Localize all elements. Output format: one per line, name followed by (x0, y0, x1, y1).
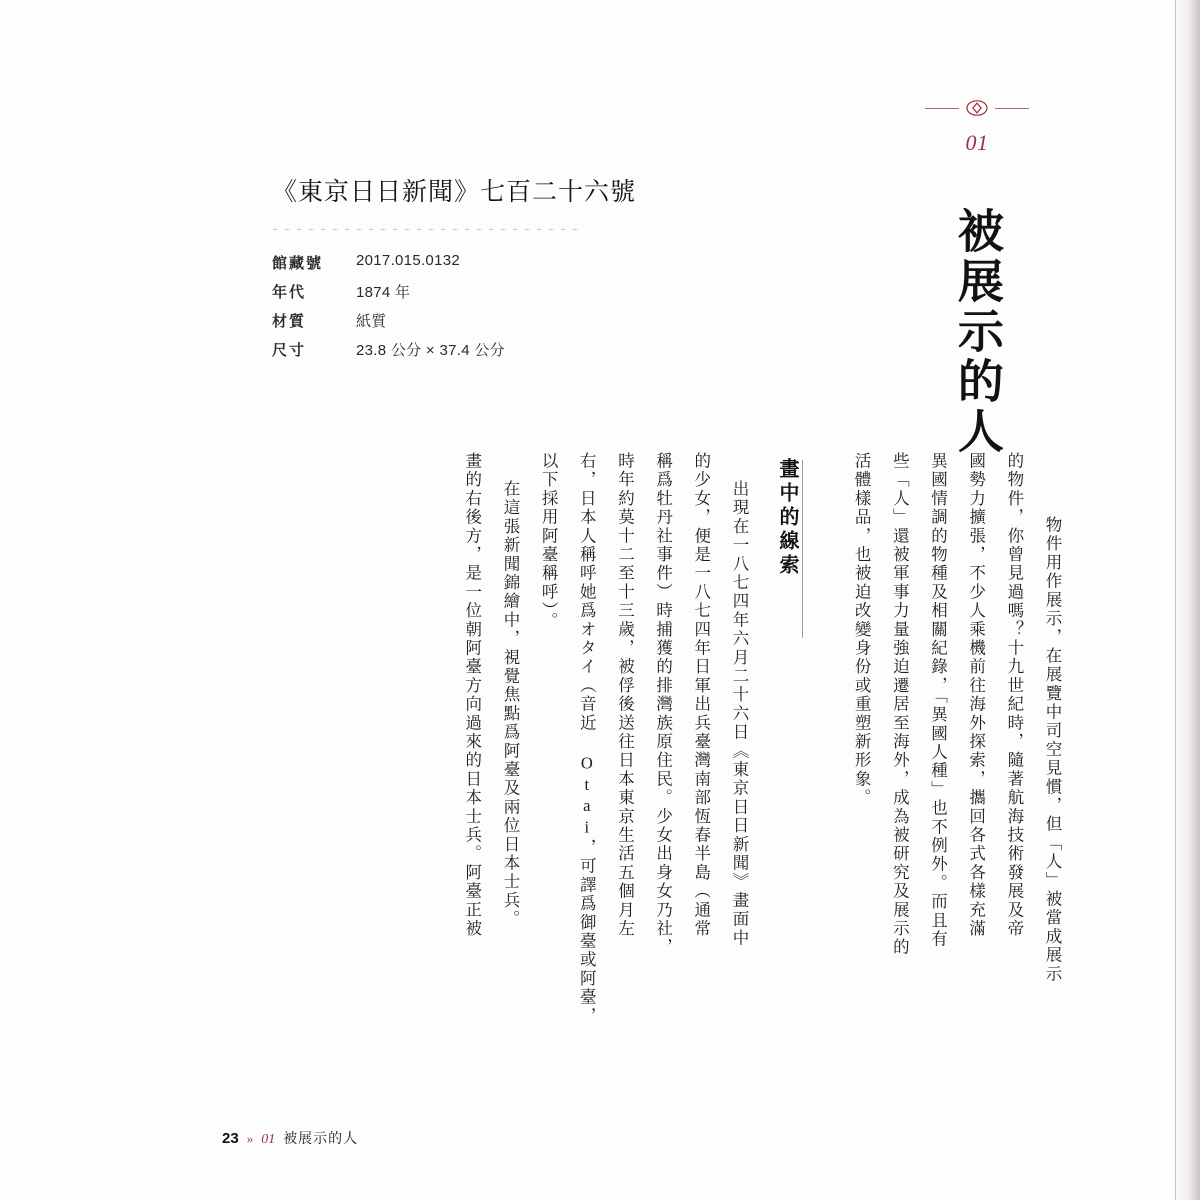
meta-key: 館藏號 (272, 256, 324, 272)
body-column: 異國情調的物種及相關紀錄，「異國人種」也不例外。而且有 (928, 452, 948, 949)
body-column: 畫的右後方，是一位朝阿臺方向過來的日本士兵。阿臺正被 (462, 452, 482, 939)
body-column: 時年約莫十二至十三歲，被俘後送往日本東京生活五個月左 (615, 452, 635, 939)
meta-key: 尺寸 (272, 343, 307, 359)
body-column: 的少女，便是一八七四年日軍出兵臺灣南部恆春半島（通常 (691, 452, 711, 939)
meta-value: 23.8 公分 × 37.4 公分 (356, 342, 505, 359)
wavy-divider (272, 222, 577, 230)
footer-chapter-title: 被展示的人 (283, 1132, 359, 1147)
body-column: 活體樣品，也被迫改變身份或重塑新形象。 (852, 452, 872, 808)
body-column: 在這張新聞錦繪中，視覺焦點爲阿臺及兩位日本士兵。 (500, 480, 520, 929)
body-text-area (250, 452, 1068, 1072)
page-edge-shadow (1174, 0, 1200, 1200)
body-column: 些「人」還被軍事力量強迫遷居至海外，成為被研究及展示的 (890, 452, 910, 957)
chapter-ornament (902, 96, 1052, 120)
object-card (272, 172, 637, 364)
ornament-rule-right (995, 108, 1029, 109)
body-column: 出現在一八七四年六月二十六日《東京日日新聞》畫面中 (729, 480, 749, 948)
body-column: 稱爲牡丹社事件）時捕獲的排灣族原住民。少女出身女乃社， (653, 452, 673, 957)
section-heading: 畫中的線索 (775, 458, 798, 578)
object-title: 《東京日日新聞》七百二十六號 (272, 179, 637, 206)
body-column: 右，日本人稱呼她爲オタイ（音近 Otai，可譯爲御臺或阿臺， (577, 452, 597, 1026)
page-footer (222, 1128, 358, 1148)
diamond-ornament-icon (966, 97, 988, 119)
chevron-icon: » (246, 1131, 254, 1146)
chapter-opener (902, 96, 1052, 482)
body-column: 的物件，你曾見過嗎？十九世紀時，隨著航海技術發展及帝 (1004, 452, 1024, 939)
ornament-rule-left (925, 108, 959, 109)
table-row (272, 248, 505, 277)
chapter-number: 01 (965, 130, 989, 155)
table-row (272, 277, 505, 306)
section-divider (802, 460, 803, 638)
table-row (272, 306, 505, 335)
meta-key: 年代 (272, 285, 307, 301)
meta-key: 材質 (272, 314, 307, 330)
meta-value: 1874 年 (356, 284, 411, 301)
chapter-title: 被展示的人 (951, 207, 1003, 457)
table-row (272, 335, 505, 364)
section-heading-group (773, 452, 813, 1052)
body-column: 以下採用阿臺稱呼）。 (539, 452, 559, 631)
page-edge-line (1175, 0, 1176, 1200)
footer-chapter-number: 01 (261, 1132, 276, 1147)
object-metadata-table (272, 248, 505, 364)
meta-value: 2017.015.0132 (356, 252, 460, 269)
body-column: 物件用作展示，在展覽中司空見慣，但「人」被當成展示 (1043, 516, 1062, 984)
meta-value: 紙質 (356, 313, 387, 330)
body-column: 國勢力擴張，不少人乘機前往海外探索，攜回各式各樣充滿 (966, 452, 986, 939)
page-number: 23 (222, 1130, 239, 1147)
